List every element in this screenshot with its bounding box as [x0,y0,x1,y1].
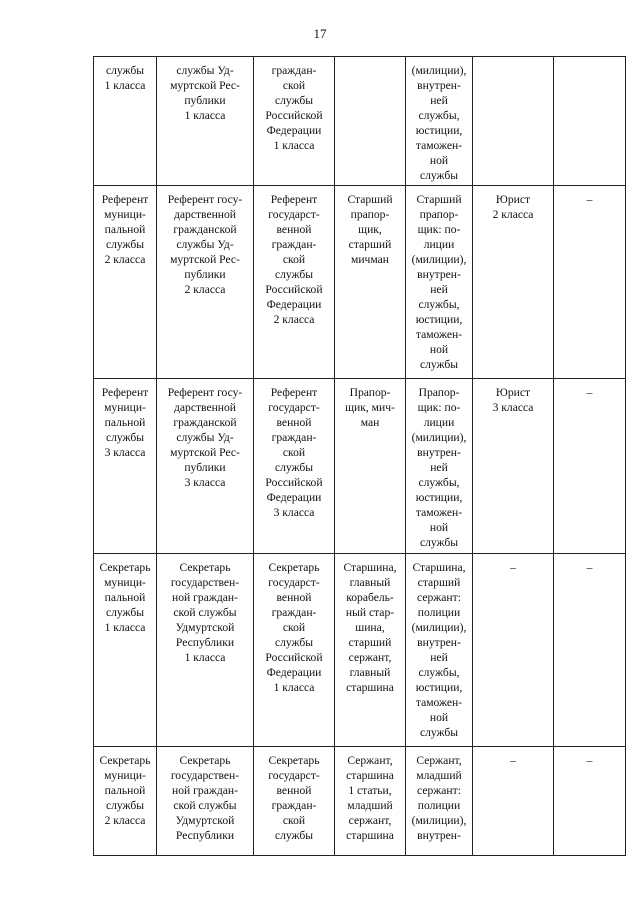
table-cell: Референт госу- дарственной гражданской службы Уд- муртской Рес- публики 2 класса [157,186,254,379]
table-cell: Референт государст- венной граждан- ской службы Российской Федерации 2 класса [254,186,335,379]
table-cell: Юрист 2 класса [473,186,554,379]
table-cell [335,57,406,186]
table-cell: Прапор- щик: по- лиции (милиции), внутрен- ней службы, юстиции, таможен- ной службы [406,379,473,554]
table-cell: граждан- ской службы Российской Федерации 1 класса [254,57,335,186]
table-row [94,379,626,554]
table-cell: Юрист 3 класса [473,379,554,554]
table-row [94,554,626,747]
table-cell: – [554,186,626,379]
table-cell: Старшина, главный корабель- ный стар- шина, старший сержант, главный старшина [335,554,406,747]
table-cell: Секретарь государствен- ной граждан- ской службы Удмуртской Республики [157,747,254,856]
table-cell: – [473,747,554,856]
table-row [94,57,626,186]
table-row [94,747,626,856]
table-cell [473,57,554,186]
page-number: 17 [313,26,327,41]
table-cell: Секретарь муници- пальной службы 1 класса [94,554,157,747]
table-cell: службы Уд- муртской Рес- публики 1 класса [157,57,254,186]
table-cell: Референт госу- дарственной гражданской службы Уд- муртской Рес- публики 3 класса [157,379,254,554]
table-cell: Секретарь государст- венной граждан- ской службы Российской Федерации 1 класса [254,554,335,747]
table-cell: службы 1 класса [94,57,157,186]
table-cell [554,57,626,186]
table-cell: – [473,554,554,747]
table-cell: – [554,379,626,554]
table-cell: – [554,554,626,747]
table-cell: Старшина, старший сержант: полиции (милиции), внутрен- ней службы, юстиции, таможен- ной службы [406,554,473,747]
table-cell: Секретарь муници- пальной службы 2 класса [94,747,157,856]
table-cell: Секретарь государст- венной граждан- ской службы [254,747,335,856]
table-row [94,186,626,379]
table-cell: Старший прапор- щик, старший мичман [335,186,406,379]
table-cell: Старший прапор- щик: по- лиции (милиции), внутрен- ней службы, юстиции, таможен- ной службы [406,186,473,379]
table-cell: Сержант, младший сержант: полиции (милиции), внутрен- [406,747,473,856]
table-cell: Референт государст- венной граждан- ской службы Российской Федерации 3 класса [254,379,335,554]
table-cell: (милиции), внутрен- ней службы, юстиции, таможен- ной службы [406,57,473,186]
table-cell: Референт муници- пальной службы 2 класса [94,186,157,379]
table-cell: Прапор- щик, мич- ман [335,379,406,554]
class-rank-table [93,56,626,856]
table-cell: – [554,747,626,856]
table-cell: Секретарь государствен- ной граждан- ской службы Удмуртской Республики 1 класса [157,554,254,747]
table-cell: Референт муници- пальной службы 3 класса [94,379,157,554]
table-cell: Сержант, старшина 1 статьи, младший сержант, старшина [335,747,406,856]
